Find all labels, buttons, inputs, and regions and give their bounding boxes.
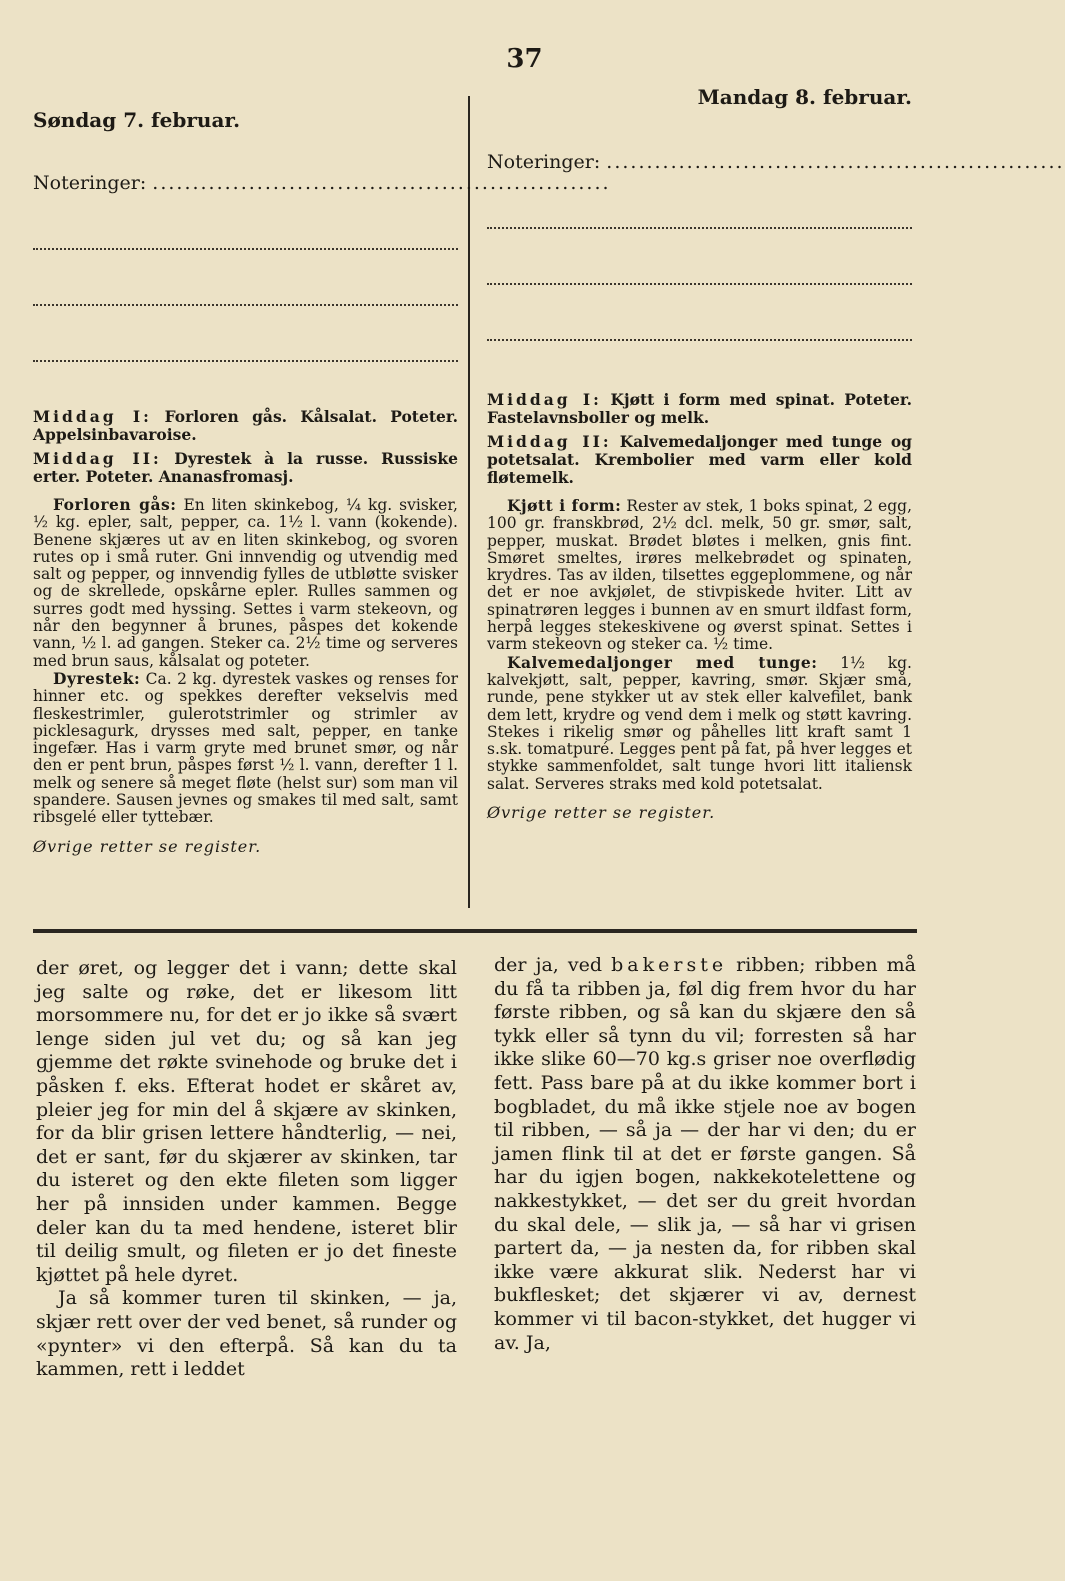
recipe-text: Rester av stek, 1 boks spinat, 2 egg, 100 gr. franskbrød, 2½ dcl. melk, 50 gr. smør, salt, pepper, muskat. Brødet bløtes i melken, gnis fint. Smøret smeltes, irøres melkebrødet og spinaten, krydres. Tas av ilden, tilsettes eggeplommene, og når det er noe avkjølet, de stivpiskede hviter. Litt av spinatrøren legges i bunnen av en smurt ildfast form, herpå legges stekeskivene og øverst spinat. Settes i varm stekeovn og steker ca. ½ time. bbox=[487, 497, 912, 654]
recipe-dyrestek bbox=[33, 670, 458, 827]
recipe-kalvemedaljonger bbox=[487, 654, 912, 793]
recipe-text: Ca. 2 kg. dyrestek vaskes og renses for hinner etc. og spekkes derefter vekselvis med fleskestrimler, gulerotstrimler og strimler av picklesagurk, drysses med salt, pepper, en tanke ingefær. Has i varm gryte med brunet smør, og når den er pent brun, påspes først ½ l. vann, derefter 1 l. melk og senere så meget fløte (helst sur) som man vil spandere. Sausen jevnes og smakes til med salt, samt ribsgelé eller tyttebær. bbox=[33, 669, 458, 827]
notes-line bbox=[33, 358, 458, 362]
recipe-name: Kjøtt i form: bbox=[507, 496, 622, 515]
monday-menu bbox=[487, 391, 912, 487]
story-paragraph-2: Ja så kommer turen til skinken, — ja, skjær rett over der ved benet, så runder og «pynter» vi den efterpå. Så kan du ta kammen, rett i leddet bbox=[36, 1287, 457, 1381]
sunday-heading: Søndag 7. februar. bbox=[33, 108, 241, 132]
story-paragraph: der øret, og legger det i vann; dette skal jeg salte og røke, det er likesom litt morsommere nu, for det er jo ikke så svært lenge siden jul vet du; og så kan jeg gjemme det røkte svinehode og bruke det i påsken f. eks. Efterat hodet er skåret av, pleier jeg for min del å skjære av skinken, for da blir grisen lettere håndterlig, — nei, det er sant, før du skjærer av skinken, tar du isteret og den ekte fileten som ligger her på innsiden under kammen. Begge deler kan du ta med hendene, isteret blir til deilig smult, og fileten er jo det fineste kjøttet på hele dyret. Ja så kommer turen til skinken, — ja, skjær rett over der ved benet, så runder og «pynter» vi den efterpå. Så kan du ta kammen, rett i leddet bbox=[36, 957, 457, 1381]
menu-dishes: Kjøtt i form med spinat. Poteter. Fastelavnsboller og melk. bbox=[487, 390, 912, 427]
recipe-text: En liten skinkebog, ¼ kg. svisker, ½ kg. epler, salt, pepper, ca. 1½ l. vann (kokende). Benene skjæres ut av en liten skinkebog, og svoren rutes op i små ruter. Gni innvendig og utvendig med salt og pepper, og innvendig fylles de utbløtte svisker og de skrellede, opskårne epler. Rulles sammen og surres godt med hyssing. Settes i varm stekeovn, og når den begynner å brunes, påspes det kokende vann, ½ l. ad gangen. Steker ca. 2½ time og serveres med brun saus, kålsalat og poteter. bbox=[33, 496, 458, 670]
section-divider bbox=[33, 929, 917, 933]
notes-line bbox=[33, 302, 458, 306]
menu-label: Middag I: bbox=[33, 407, 152, 426]
register-note: Øvrige retter se register. bbox=[487, 803, 716, 823]
story-column-right bbox=[494, 954, 916, 1355]
notes-dots: ......................................................... bbox=[152, 172, 611, 194]
notes-line bbox=[487, 337, 912, 341]
menu-label: Middag II: bbox=[487, 432, 612, 451]
sunday-recipes bbox=[33, 496, 458, 827]
sunday-menu-1 bbox=[33, 408, 458, 444]
register-note: Øvrige retter se register. bbox=[33, 836, 262, 856]
story-column-left bbox=[36, 957, 457, 1382]
recipe-name: Kalvemedaljonger med tunge: bbox=[507, 652, 818, 672]
monday-section bbox=[487, 85, 1065, 823]
monday-menu-2 bbox=[487, 433, 912, 487]
sunday-menu-2 bbox=[33, 450, 458, 486]
menu-label: Middag II: bbox=[33, 449, 162, 468]
menu-dishes: Dyrestek à la russe. Russiske erter. Poteter. Ananasfromasj. bbox=[33, 449, 458, 486]
menu-label: Middag I: bbox=[487, 390, 602, 409]
monday-notes bbox=[487, 151, 1065, 341]
recipe-kjott-i-form bbox=[487, 497, 912, 654]
story-paragraph: der ja, ved bakerste ribben; ribben må du få ta ribben ja, føl dig frem hvor du har første ribben, og så kan du skjære den så tykk eller så tynn du vil; forresten så har ikke slike 60—70 kg.s griser noe overflødig fett. Pass bare på at du ikke kommer bort i bogbladet, du må ikke stjele noe av bogen til ribben, — så ja — der har vi den; du er jamen flink til at det er første gangen. Så har du igjen bogen, nakkekotelettene og nakkestykket, — det ser du greit hvordan du skal dele, — slik ja, — så har vi grisen partert da, — ja nesten da, for ribben skal ikke være akkurat slik. Nederst har vi bukflesket; det skjærer vi av, dernest kommer vi til bacon-stykket, det hugger vi av. Ja, bbox=[494, 954, 916, 1354]
notes-line bbox=[33, 246, 458, 250]
recipe-name: Dyrestek: bbox=[53, 668, 141, 688]
monday-notes-label: Noteringer: ......................................................... bbox=[487, 151, 1065, 173]
notes-line bbox=[487, 281, 912, 285]
column-divider bbox=[468, 96, 470, 908]
menu-dishes: Kalvemedaljonger med tunge og potetsalat. Krembolier med varm eller kold fløtemelk. bbox=[487, 432, 912, 487]
recipe-forloren-gas bbox=[33, 496, 458, 670]
recipe-text: 1½ kg. kalvekjøtt, salt, pepper, kavring, smør. Skjær små, runde, pene stykker ut av stek eller kalvefilet, bank dem lett, krydre og vend dem i melk og støtt kavring. Stekes i rikelig smør og påhelles litt kraft samt 1 s.sk. tomatpuré. Legges pent på fat, på hver legges et stykke sammenfoldet, salt tunge hvori litt italiensk salat. Serveres straks med kold potetsalat. bbox=[487, 653, 912, 793]
monday-menu-1 bbox=[487, 391, 912, 427]
notes-line bbox=[487, 225, 912, 229]
sunday-notes-label: Noteringer: ......................................................... bbox=[33, 172, 611, 194]
sunday-menu bbox=[33, 408, 458, 486]
sunday-notes bbox=[33, 172, 611, 362]
page-number: 37 bbox=[506, 44, 543, 74]
emphasized-word: bakerste bbox=[611, 954, 728, 976]
recipe-name: Forloren gås: bbox=[53, 495, 177, 514]
monday-recipes bbox=[487, 497, 912, 793]
notes-dots: ......................................................... bbox=[606, 151, 1065, 173]
menu-dishes: Forloren gås. Kålsalat. Poteter. Appelsinbavaroise. bbox=[33, 407, 458, 444]
monday-heading: Mandag 8. februar. bbox=[697, 85, 912, 109]
